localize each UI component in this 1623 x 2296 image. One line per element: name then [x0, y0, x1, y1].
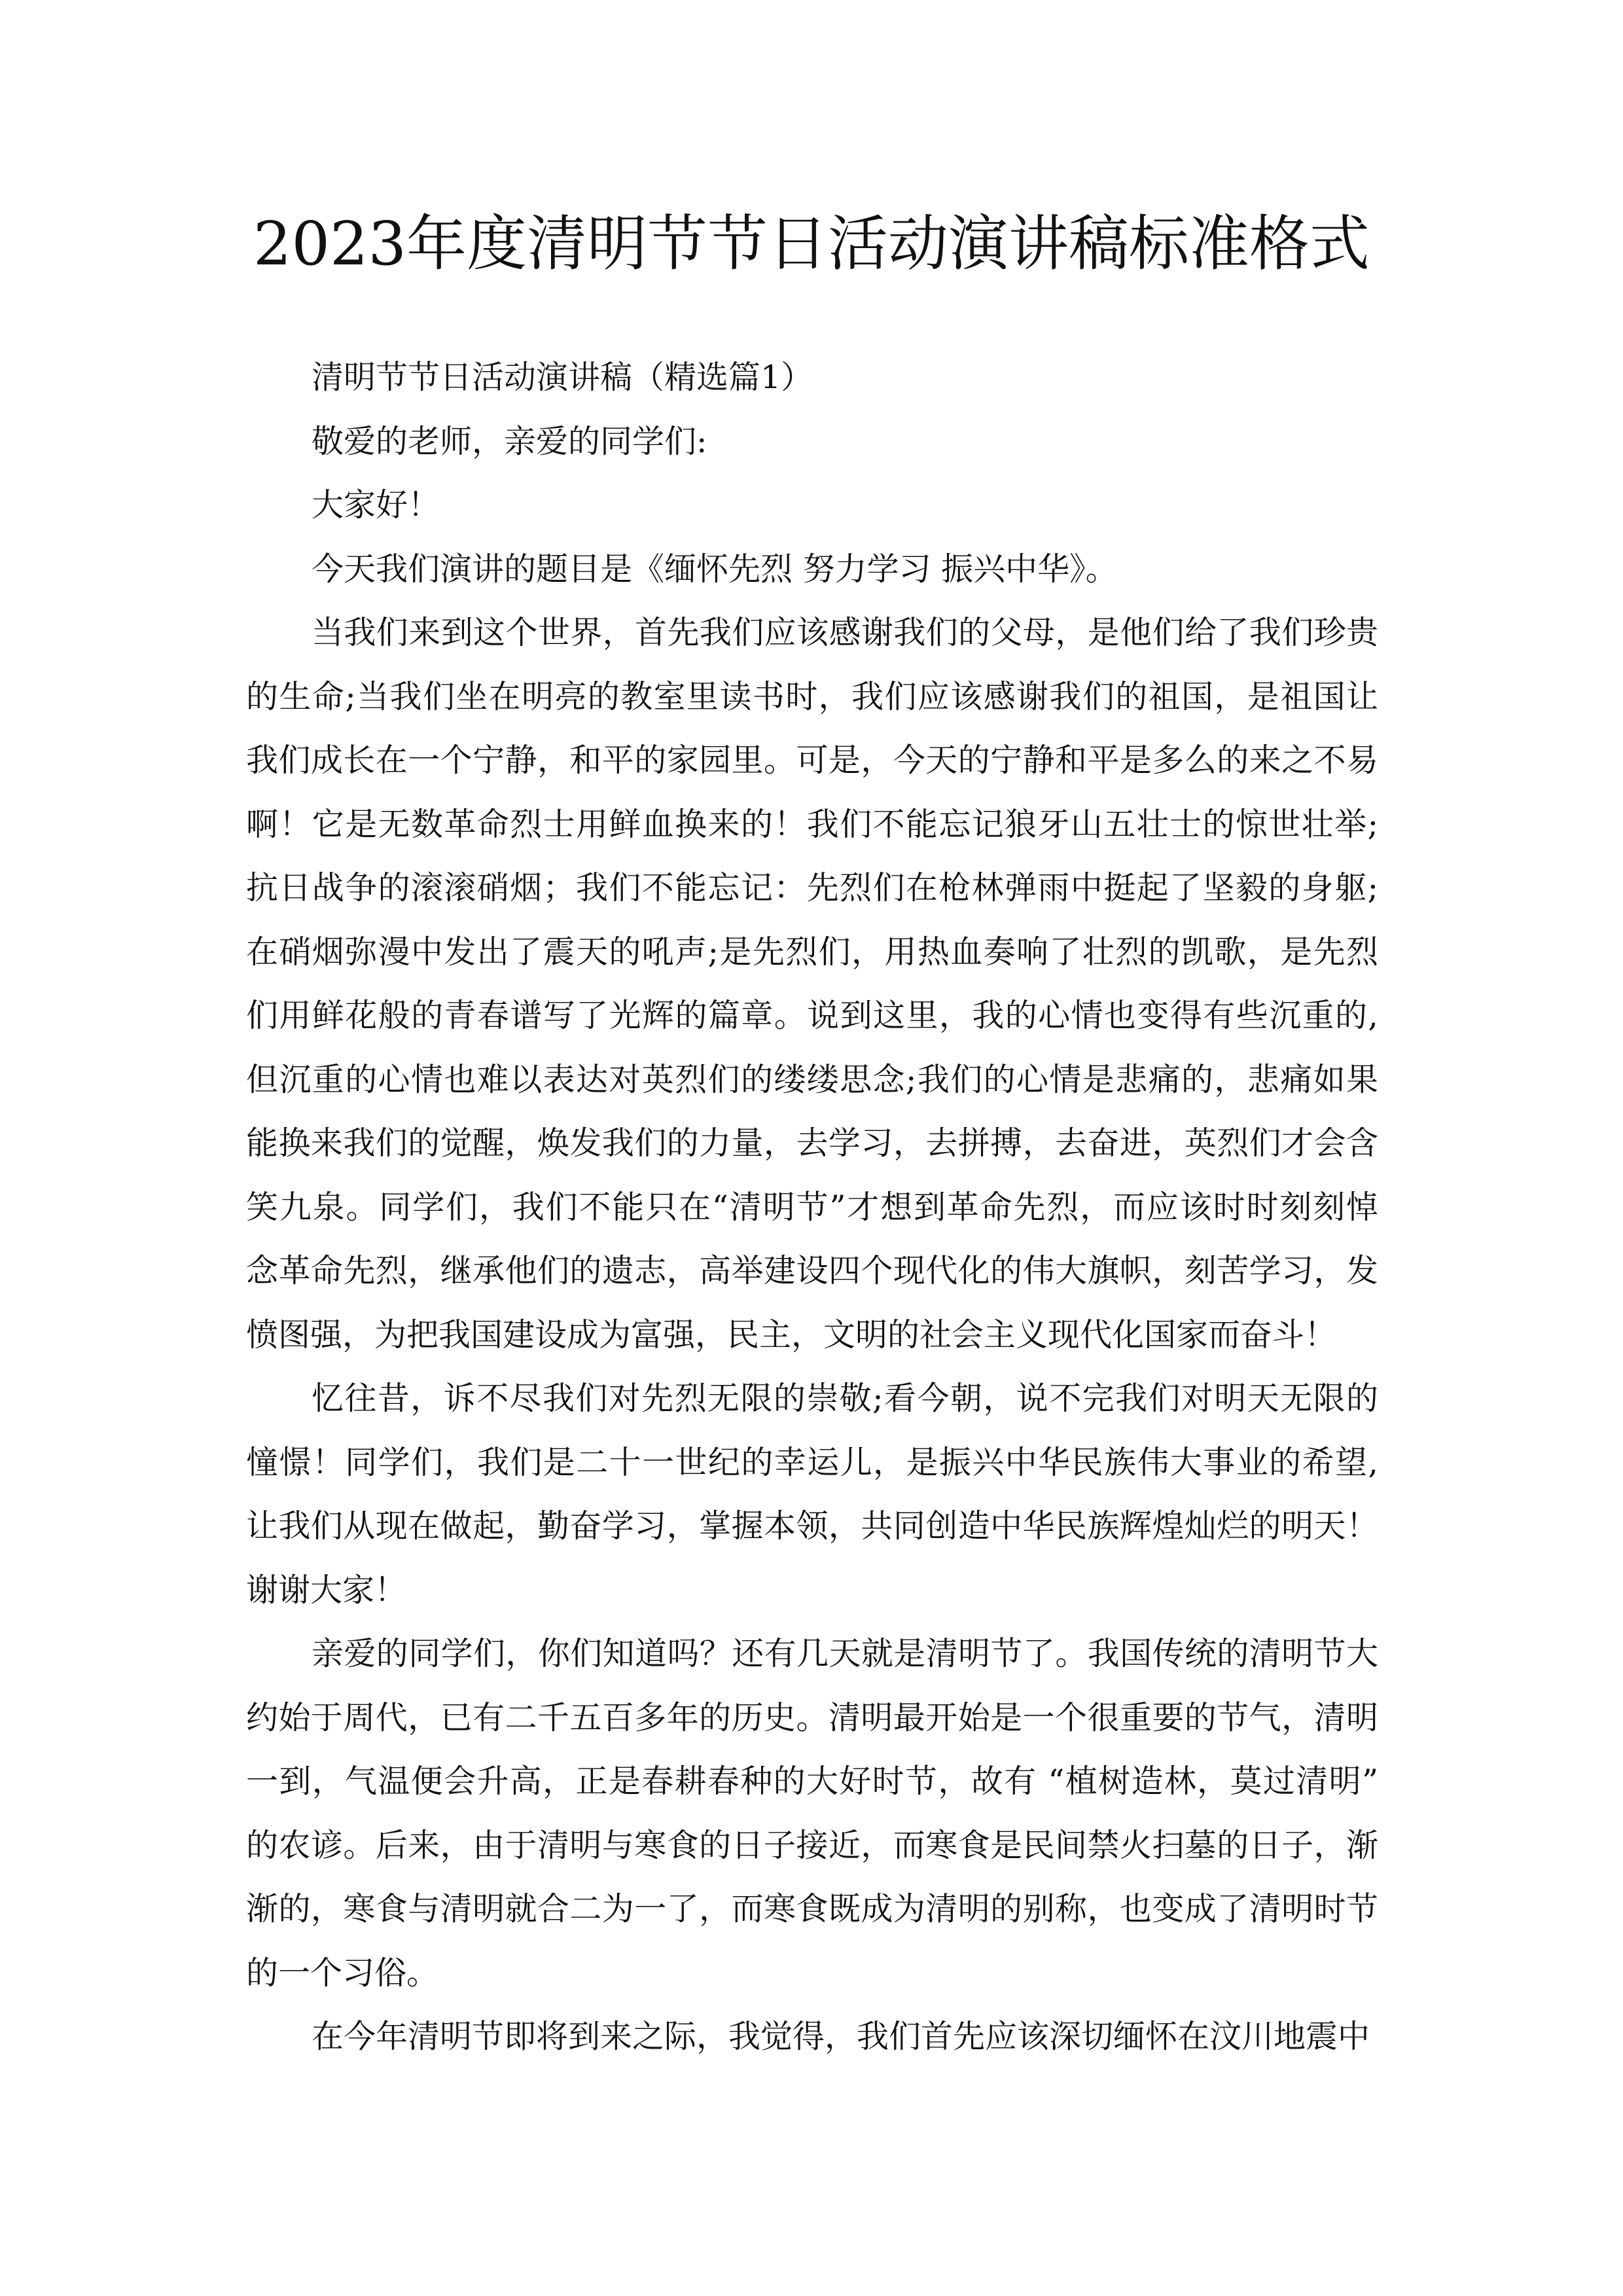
- paragraph-line: 谢谢大家！: [246, 1571, 407, 1609]
- document-title: 2023年度清明节节日活动演讲稿标准格式: [253, 209, 1370, 279]
- paragraph-line: 今天我们演讲的题目是《缅怀先烈 努力学习 振兴中华》。: [312, 550, 1118, 588]
- paragraph-line: 一到，气温便会升高，正是春耕春种的大好时节，故有 “植树造林，莫过清明”: [246, 1763, 1378, 1800]
- paragraph-line: 让我们从现在做起，勤奋学习，掌握本领，共同创造中华民族辉煌灿烂的明天！: [246, 1507, 1378, 1545]
- paragraph-line: 约始于周代，已有二千五百多年的历史。清明最开始是一个很重要的节气，清明: [246, 1698, 1378, 1736]
- paragraph-line: 啊！它是无数革命烈士用鲜血换来的！我们不能忘记狼牙山五壮士的惊世壮举;: [246, 805, 1378, 843]
- paragraph-line: 的生命;当我们坐在明亮的教室里读书时，我们应该感谢我们的祖国，是祖国让: [246, 677, 1378, 715]
- paragraph-line: 念革命先烈，继承他们的遗志，高举建设四个现代化的伟大旗帜，刻苦学习，发: [246, 1252, 1378, 1289]
- paragraph-line: 们用鲜花般的青春谱写了光辉的篇章。说到这里，我的心情也变得有些沉重的,: [246, 997, 1378, 1034]
- paragraph-line: 憧憬！同学们，我们是二十一世纪的幸运儿，是振兴中华民族伟大事业的希望,: [246, 1443, 1378, 1481]
- paragraph-line: 大家好！: [312, 486, 440, 524]
- paragraph-line: 清明节节日活动演讲稿（精选篇1）: [312, 359, 813, 396]
- paragraph-line: 忆往昔，诉不尽我们对先烈无限的崇敬;看今朝，说不完我们对明天无限的: [312, 1380, 1378, 1417]
- paragraph-line: 抗日战争的滚滚硝烟；我们不能忘记：先烈们在枪林弹雨中挺起了坚毅的身躯;: [246, 869, 1378, 906]
- paragraph-line: 在今年清明节即将到来之际，我觉得，我们首先应该深切缅怀在汶川地震中: [312, 2018, 1370, 2055]
- paragraph-line: 敬爱的老师，亲爱的同学们:: [312, 422, 707, 460]
- document-body: [246, 346, 1378, 2069]
- paragraph-line: 亲爱的同学们，你们知道吗？还有几天就是清明节了。我国传统的清明节大: [312, 1635, 1378, 1672]
- paragraph-line: 渐的，寒食与清明就合二为一了，而寒食既成为清明的别称，也变成了清明时节: [246, 1890, 1378, 1928]
- paragraph-line: 笑九泉。同学们，我们不能只在“清明节”才想到革命先烈，而应该时时刻刻悼: [246, 1188, 1378, 1226]
- paragraph-line: 在硝烟弥漫中发出了震天的吼声;是先烈们，用热血奏响了壮烈的凯歌，是先烈: [246, 933, 1378, 971]
- paragraph-line: 能换来我们的觉醒，焕发我们的力量，去学习，去拼搏，去奋进，英烈们才会含: [246, 1124, 1378, 1162]
- paragraph-line: 的农谚。后来，由于清明与寒食的日子接近，而寒食是民间禁火扫墓的日子，渐: [246, 1826, 1378, 1864]
- paragraph-line: 但沉重的心情也难以表达对英烈们的缕缕思念;我们的心情是悲痛的，悲痛如果: [246, 1060, 1378, 1098]
- paragraph-line: 我们成长在一个宁静，和平的家园里。可是，今天的宁静和平是多么的来之不易: [246, 742, 1378, 779]
- paragraph-line: 当我们来到这个世界，首先我们应该感谢我们的父母，是他们给了我们珍贵: [312, 614, 1378, 651]
- paragraph-line: 的一个习俗。: [246, 1954, 439, 1992]
- paragraph-line: 愤图强，为把我国建设成为富强，民主，文明的社会主义现代化国家而奋斗！: [246, 1316, 1337, 1354]
